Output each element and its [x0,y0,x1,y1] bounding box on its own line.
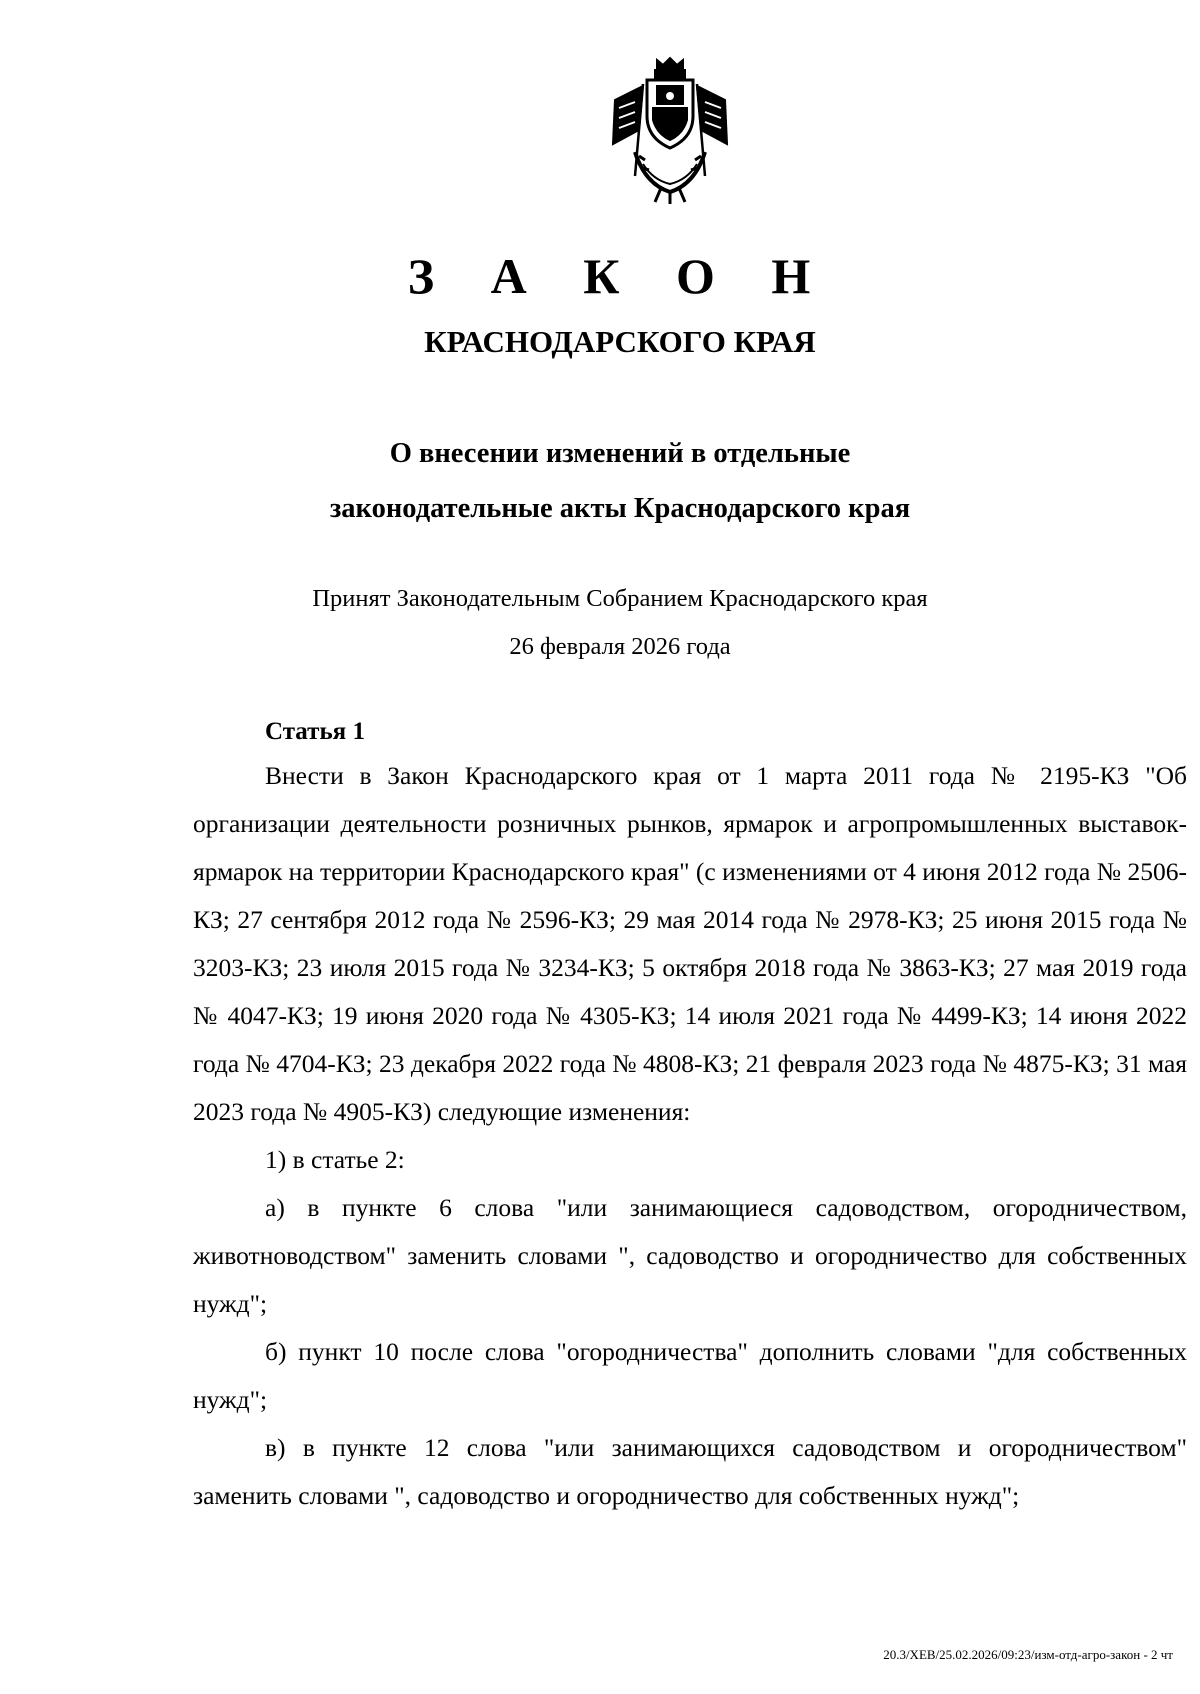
coat-of-arms-icon [605,56,735,206]
article-paragraph: Внести в Закон Краснодарского края от 1 марта 2011 года № 2195-КЗ "Об организации деятельности розничных рынков, ярмарок и агропромышленных выставок-ярмарок на территории Краснодарского края" (с изменениями от 4 июня 2012 года № 2506-КЗ; 27 сентября 2012 года № 2596-КЗ; 29 мая 2014 года № 2978-КЗ; 25 июня 2015 года № 3203-КЗ; 23 июля 2015 года № 3234-КЗ; 5 октября 2018 года № 3863-КЗ; 27 мая 2019 года № 4047-КЗ; 19 июня 2020 года № 4305-КЗ; 14 июля 2021 года № 4499-КЗ; 14 июня 2022 года № 4704-КЗ; 23 декабря 2022 года № 4808-КЗ; 21 февраля 2023 года № 4875-КЗ; 31 мая 2023 года № 4905-КЗ) следующие изменения: [193,761,1187,1126]
law-subject [0,426,1200,536]
article-paragraph: 1) в статье 2: [265,1145,405,1174]
document-type-title: З А К О Н [407,248,833,304]
adoption-body: Принят Законодательным Собранием Краснодарского края [312,585,928,612]
article-heading: Статья 1 [265,718,365,745]
law-subject-line-1: О внесении изменений в отдельные [389,438,851,469]
adoption-info [0,575,1200,671]
article-paragraph: в) в пункте 12 слова "или занимающихся садоводством и огородничеством" заменить словами ", садоводство и огородничество для собственных нужд"; [193,1433,1187,1510]
adoption-date: 26 февраля 2026 года [509,633,731,660]
article-paragraph: б) пункт 10 после слова "огородничества" дополнить словами "для собственных нужд"; [193,1337,1187,1414]
article-body [193,752,1187,1520]
issuer-title: КРАСНОДАРСКОГО КРАЯ [424,324,816,359]
law-subject-line-2: законодательные акты Краснодарского края [329,493,911,524]
article-paragraph: а) в пункте 6 слова "или занимающиеся садоводством, огородничеством, животноводством" заменить словами ", садоводство и огородничество для собственных нужд"; [193,1193,1187,1318]
document-footer-code: 20.3/ХЕВ/25.02.2026/09:23/изм-отд-агро-закон - 2 чт [883,1647,1173,1662]
